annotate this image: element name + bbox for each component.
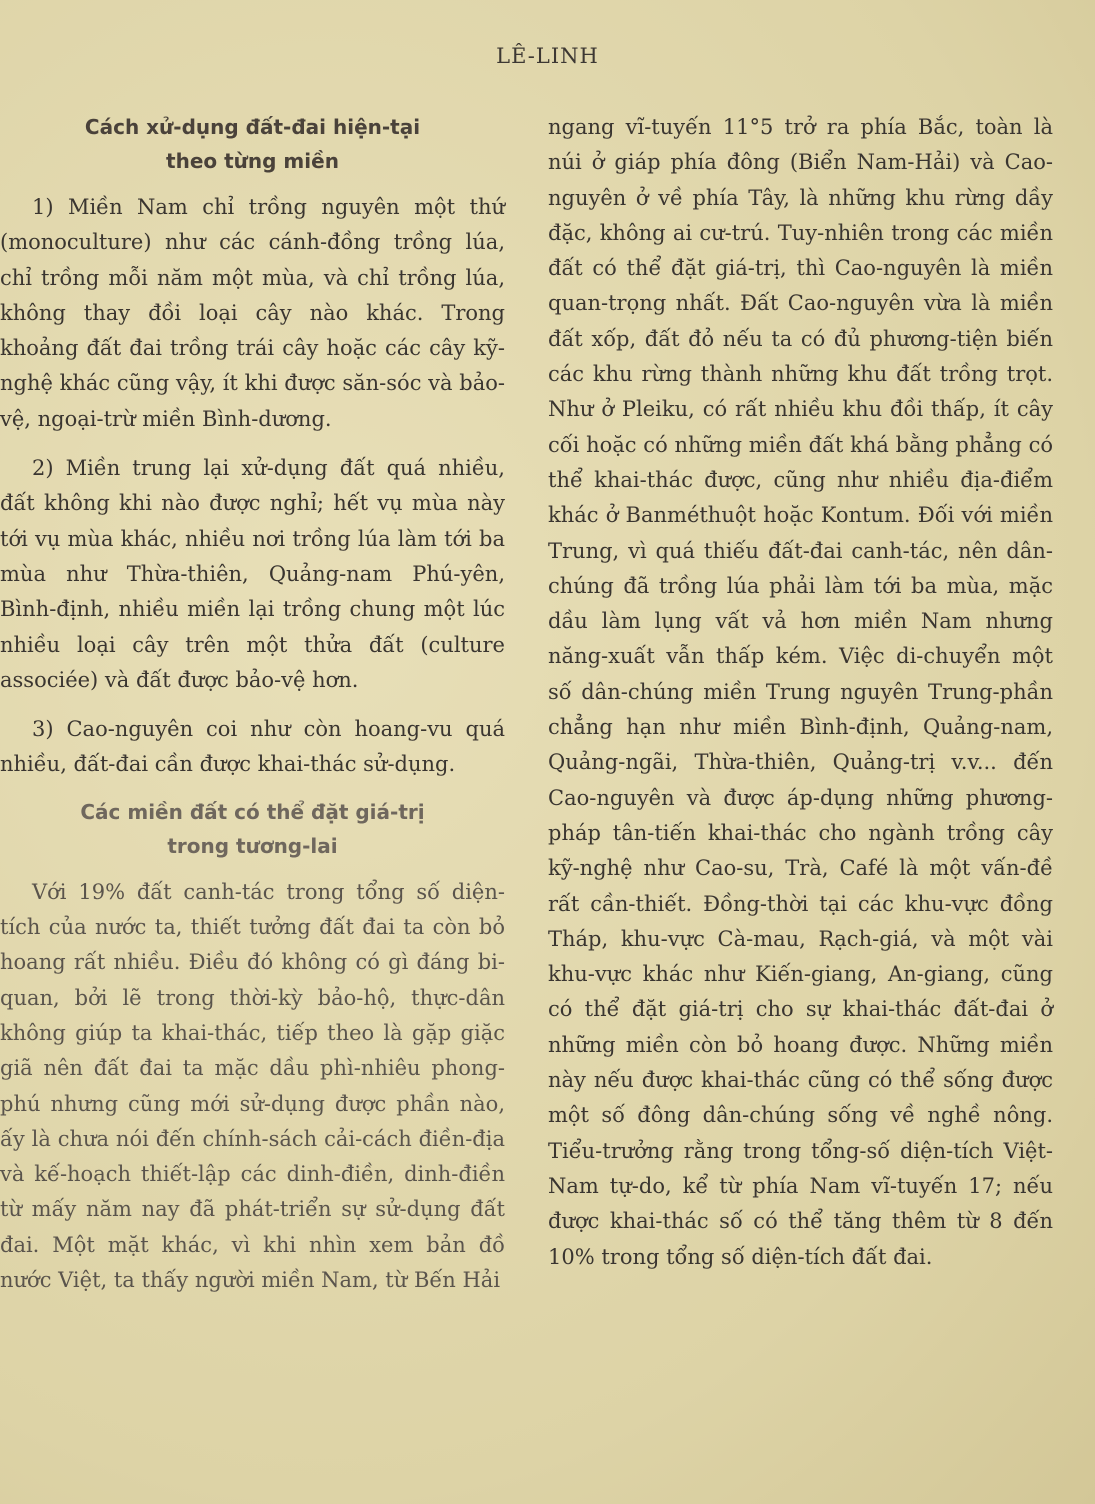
heading-line: Cách xử-dụng đất-đai hiện-tại: [84, 115, 421, 139]
left-column: [0, 110, 505, 1298]
page-header: LÊ-LINH: [496, 44, 599, 68]
section-heading-valuable-land: [0, 795, 505, 863]
paragraph-cao-nguyen: 3) Cao-nguyên coi như còn hoang-vu quá nhiều, đất-đai cần được khai-thác sử-dụng.: [0, 717, 505, 777]
heading-line: theo từng miền: [166, 149, 339, 173]
paragraph-mien-trung: 2) Miền trung lại xử-dụng đất quá nhiều, đất không khi nào được nghỉ; hết vụ mùa này tới vụ mùa khác, nhiều nơi trồng lúa làm tới ba mùa như Thừa-thiên, Quảng-nam Phú-yên, Bình-định, nhiều miền lại trồng chung một lúc nhiều loại cây trên một thửa đất (culture associée) và đất được bảo-vệ hơn.: [0, 456, 505, 692]
paragraph-canh-tac: Với 19% đất canh-tác trong tổng số diện-tích của nước ta, thiết tưởng đất đai ta còn bỏ hoang rất nhiều. Điều đó không có gì đáng bi-quan, bởi lẽ trong thời-kỳ bảo-hộ, thực-dân không giúp ta khai-thác, tiếp theo là gặp giặc giã nên đất đai ta mặc dầu phì-nhiêu phong-phú nhưng cũng mới sử-dụng được phần nào, ấy là chưa nói đến chính-sách cải-cách điền-địa và kế-hoạch thiết-lập các dinh-điền, dinh-điền từ mấy năm nay đã phát-triển sự sử-dụng đất đai. Một mặt khác, vì khi nhìn xem bản đồ nước Việt, ta thấy người miền Nam, từ Bến Hải: [0, 879, 505, 1293]
paragraph-mien-nam: 1) Miền Nam chỉ trồng nguyên một thứ (monoculture) như các cánh-đồng trồng lúa, chỉ trồng mỗi năm một mùa, và chỉ trồng lúa, không thay đồi loại cây nào khác. Trong khoảng đất đai trồng trái cây hoặc các cây kỹ-nghệ khác cũng vậy, ít khi được săn-sóc và bảo-vệ, ngoại-trừ miền Bình-dương.: [0, 195, 505, 431]
heading-line: Các miền đất có thể đặt giá-trị: [80, 799, 425, 824]
paragraph-continuation: ngang vĩ-tuyến 11°5 trở ra phía Bắc, toàn là núi ở giáp phía đông (Biển Nam-Hải) và Cao-nguyên ở về phía Tây, là những khu rừng dầy đặc, không ai cư-trú. Tuy-nhiên trong các miền đất có thể đặt giá-trị, thì Cao-nguyên là miền quan-trọng nhất. Đất Cao-nguyên vừa là miền đất xốp, đất đỏ nếu ta có đủ phương-tiện biến các khu rừng thành những khu đất trồng trọt. Như ở Pleiku, có rất nhiều khu đồi thấp, ít cây cối hoặc có những miền đất khá bằng phẳng có thể khai-thác được, cũng như nhiều địa-điểm khác ở Banméthuột hoặc Kontum. Đối với miền Trung, vì quá thiếu đất-đai canh-tác, nên dân-chúng đã trồng lúa phải làm tới ba mùa, mặc dầu làm lụng vất vả hơn miền Nam nhưng năng-xuất vẫn thấp kém. Việc di-chuyển một số dân-chúng miền Trung nguyên Trung-phần chẳng hạn như miền Bình-định, Quảng-nam, Quảng-ngãi, Thừa-thiên, Quảng-trị v.v... đến Cao-nguyên và được áp-dụng những phương-pháp tân-tiến khai-thác cho ngành trồng cây kỹ-nghệ như Cao-su, Trà, Café là một vấn-đề rất cần-thiết. Đồng-thời tại các khu-vực đồng Tháp, khu-vực Cà-mau, Rạch-giá, và một vài khu-vực khác như Kiến-giang, An-giang, cũng có thể đặt giá-trị cho sự khai-thác đất-đai ở những miền còn bỏ hoang được. Những miền này nếu được khai-thác cũng có thể sống được một số đông dân-chúng sống về nghề nông. Tiểu-trưởng rằng trong tổng-số diện-tích Việt-Nam tự-do, kể từ phía Nam vĩ-tuyến 17; nếu được khai-thác số có thể tăng thêm từ 8 đến 10% trong tổng số diện-tích đất đai.: [548, 115, 1053, 1269]
heading-line: trong tương-lai: [167, 833, 338, 858]
section-heading-land-use: [0, 110, 505, 178]
right-column: [548, 110, 1053, 1275]
